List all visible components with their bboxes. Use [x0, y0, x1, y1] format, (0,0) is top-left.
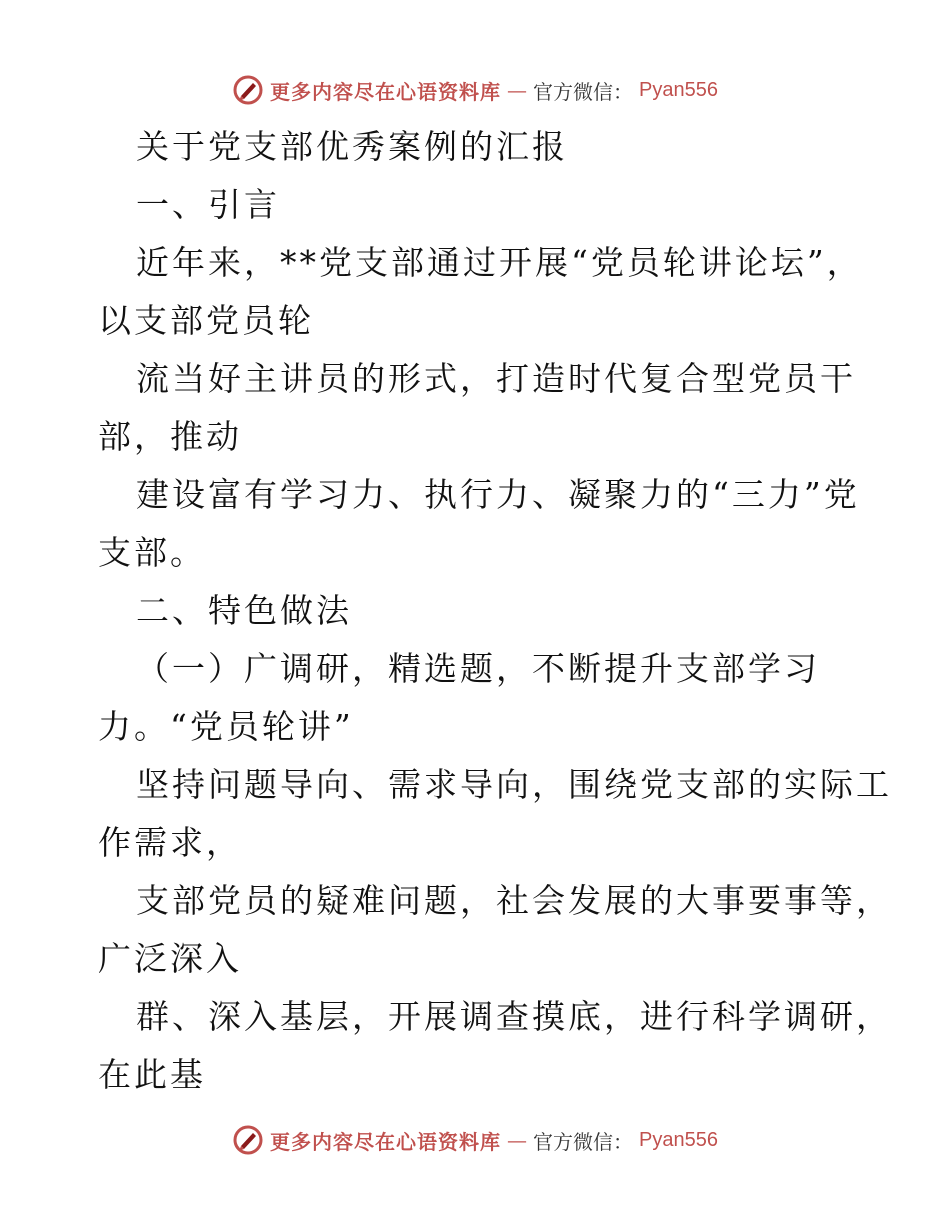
- section-heading: 一、引言: [136, 185, 280, 224]
- paragraph-line: 在此基: [98, 1055, 206, 1094]
- section-heading: 二、特色做法: [136, 591, 352, 630]
- paragraph-line: 坚持问题导向、需求导向，围绕党支部的实际工: [136, 765, 892, 804]
- watermark-label: 官方微信：: [533, 79, 634, 104]
- paragraph-line: 力。“党员轮讲”: [98, 707, 354, 746]
- footer-watermark: [0, 1120, 950, 1160]
- document-body: [98, 118, 892, 1104]
- watermark-site-text: 更多内容尽在心语资料库: [270, 79, 502, 104]
- header-watermark: [0, 70, 950, 110]
- pen-logo-icon: [232, 1124, 264, 1156]
- paragraph-line: 支部。: [98, 533, 206, 572]
- paragraph-line: 部，推动: [98, 417, 242, 456]
- paragraph-line: 建设富有学习力、执行力、凝聚力的“三力”党: [136, 475, 860, 514]
- pen-logo-icon: [232, 74, 264, 106]
- paragraph-line: 近年来，**党支部通过开展“党员轮讲论坛”，: [136, 243, 863, 282]
- paragraph-line: 以支部党员轮: [98, 301, 314, 340]
- paragraph-line: 作需求，: [98, 823, 242, 862]
- watermark-handle: Pyan556: [639, 1128, 718, 1151]
- paragraph-line: 流当好主讲员的形式，打造时代复合型党员干: [136, 359, 856, 398]
- watermark-site-text: 更多内容尽在心语资料库: [270, 1129, 502, 1154]
- paragraph-line: 广泛深入: [98, 939, 242, 978]
- watermark-dash: —: [507, 1128, 528, 1152]
- watermark-dash: —: [507, 78, 528, 102]
- paragraph-line: 支部党员的疑难问题，社会发展的大事要事等，: [136, 881, 892, 920]
- watermark-label: 官方微信：: [533, 1129, 634, 1154]
- document-title: 关于党支部优秀案例的汇报: [136, 127, 568, 166]
- watermark-handle: Pyan556: [639, 78, 718, 101]
- subsection-heading: （一）广调研，精选题，不断提升支部学习: [136, 649, 820, 688]
- paragraph-line: 群、深入基层，开展调查摸底，进行科学调研，: [136, 997, 892, 1036]
